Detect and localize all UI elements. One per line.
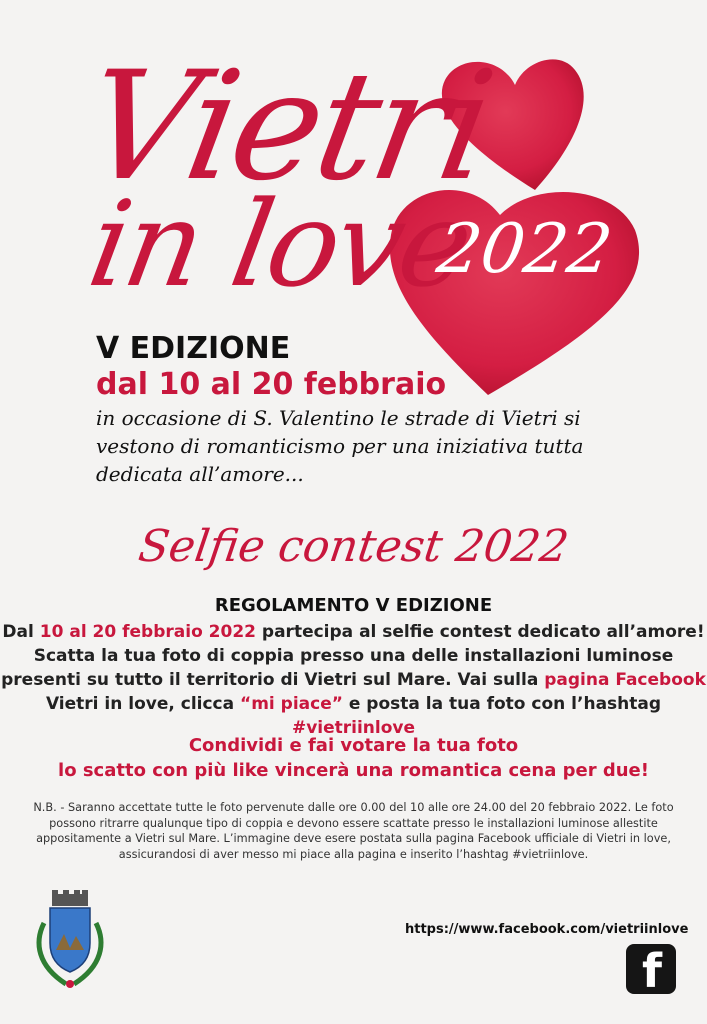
title-vietri: Vietri [72, 40, 502, 214]
cta-line-2: lo scatto con più like vincerà una romantica cena per due! [58, 760, 649, 781]
event-dates: dal 10 al 20 febbraio [96, 367, 447, 402]
like-text: “mi piace” [240, 694, 343, 714]
facebook-icon[interactable] [626, 944, 676, 998]
rules-text: e posta la tua foto con l’hashtag [342, 694, 662, 714]
rules-dates: 10 al 20 febbraio 2022 [39, 622, 256, 642]
call-to-action [0, 733, 707, 783]
coat-of-arms-icon [26, 888, 114, 992]
edition-label: V EDIZIONE [96, 331, 291, 366]
facebook-page-link: pagina Facebook [544, 670, 706, 690]
rules-text: Vietri in love, clicca [45, 694, 241, 714]
rules-text: partecipa al selfie contest dedicato all’amore! Scatta la tua foto di coppia presso una delle installazioni luminose presenti su tutto il territorio di Vietri sul Mare. Vai sulla [1, 622, 705, 690]
contest-title: Selfie contest 2022 [135, 521, 572, 572]
title-in-love: in love [79, 175, 480, 313]
rules-text: Dal [2, 622, 40, 642]
footnote: N.B. - Saranno accettate tutte le foto pervenute dalle ore 0.00 del 10 alle ore 24.00 del 20 febbraio 2022. Le foto possono ritrarre qualunque tipo di coppia e devono essere scattate presso le installazioni luminose allestite appositamente a Vietri sul Mare. L’immagine deve esere postata sulla pagina Facebook ufficiale di Vietri in love, assicurandosi di aver messo mi piace alla pagina e inserito l’hashtag #vietriinlove. [33, 801, 674, 861]
rules-heading: REGOLAMENTO V EDIZIONE [214, 595, 493, 616]
cta-line-1: Condividi e fai votare la tua foto [188, 735, 519, 756]
facebook-letter: f [642, 944, 663, 998]
facebook-url[interactable]: https://www.facebook.com/vietriinlove [405, 922, 689, 937]
intro-text: in occasione di S. Valentino le strade di Vietri si vestono di romanticismo per una iniziativa tutta dedicata all’amore... [96, 406, 584, 486]
rules-paragraph [0, 620, 707, 740]
hashtag: #vietriinlove [291, 718, 416, 738]
title-year: 2022 [432, 210, 617, 289]
